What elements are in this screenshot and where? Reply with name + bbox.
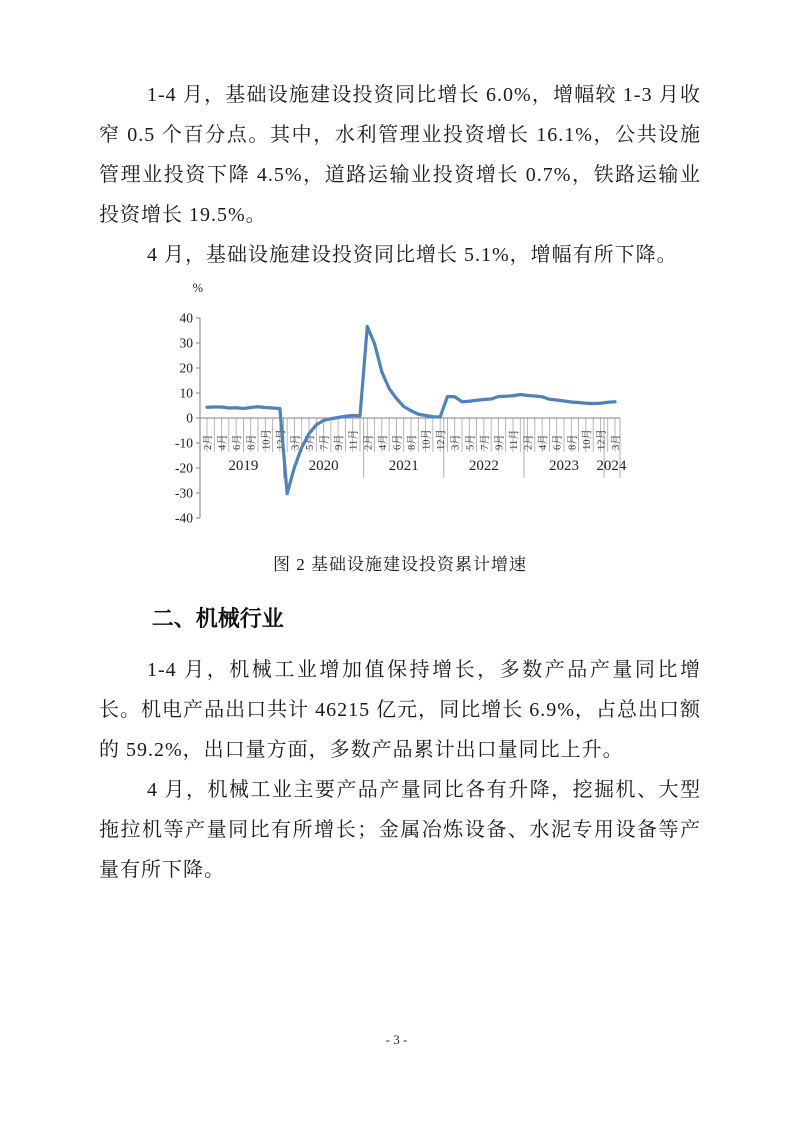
svg-text:9月: 9月 <box>334 434 346 450</box>
svg-text:8月: 8月 <box>567 434 579 450</box>
svg-text:2020: 2020 <box>308 458 339 474</box>
svg-text:4月: 4月 <box>217 434 229 450</box>
svg-text:-30: -30 <box>175 485 193 501</box>
paragraph-infrastructure-april: 4 月，基础设施建设投资同比增长 5.1%，增幅有所下降。 <box>147 244 678 266</box>
svg-text:9月: 9月 <box>494 434 506 450</box>
section-heading-machinery: 二、机械行业 <box>151 606 284 631</box>
paragraph-infrastructure-cumulative: 1-4 月，基础设施建设投资同比增长 6.0%，增幅较 1-3 月收窄 0.5 个百分点。其中，水利管理业投资增长 16.1%，公共设施管理业投资下降 4.5%，道路运输业投资增长 0.7%，铁路运输业投资增长 19.5%。 <box>99 84 701 226</box>
svg-text:10: 10 <box>179 385 193 401</box>
page-number: - 3 - <box>385 1032 408 1047</box>
svg-text:2021: 2021 <box>388 458 419 474</box>
paragraph-machinery-cumulative: 1-4 月，机械工业增加值保持增长，多数产品产量同比增长。机电产品出口共计 46215 亿元，同比增长 6.9%，占总出口额的 59.2%，出口量方面，多数产品累计出口量同比上升。 <box>99 659 701 761</box>
svg-text:10月: 10月 <box>261 429 273 450</box>
svg-text:3月: 3月 <box>290 434 302 450</box>
svg-text:-40: -40 <box>175 510 193 526</box>
svg-text:10月: 10月 <box>421 429 433 450</box>
svg-text:2月: 2月 <box>523 434 535 450</box>
svg-text:%: % <box>192 281 203 295</box>
svg-text:5月: 5月 <box>305 434 316 450</box>
svg-text:7月: 7月 <box>479 434 491 450</box>
svg-text:-20: -20 <box>175 460 193 476</box>
svg-text:4月: 4月 <box>538 434 550 450</box>
svg-text:3月: 3月 <box>450 434 462 450</box>
svg-text:8月: 8月 <box>407 434 418 450</box>
svg-text:6月: 6月 <box>232 434 244 450</box>
svg-text:3月: 3月 <box>611 434 622 450</box>
svg-text:12月: 12月 <box>436 429 448 450</box>
svg-text:6月: 6月 <box>392 434 404 450</box>
svg-text:5月: 5月 <box>465 434 477 450</box>
figure-2-chart-container <box>155 278 655 548</box>
svg-text:2月: 2月 <box>203 434 214 450</box>
svg-text:12月: 12月 <box>275 429 287 450</box>
svg-text:20: 20 <box>179 360 193 376</box>
svg-text:2022: 2022 <box>468 458 499 474</box>
infrastructure-growth-line-chart <box>155 278 655 548</box>
svg-text:4月: 4月 <box>377 434 389 450</box>
svg-text:6月: 6月 <box>552 434 564 450</box>
svg-text:2023: 2023 <box>549 458 579 474</box>
figure-caption: 图 2 基础设施建设投资累计增速 <box>273 555 527 574</box>
svg-text:30: 30 <box>179 335 193 351</box>
svg-text:7月: 7月 <box>319 434 331 450</box>
svg-text:11月: 11月 <box>348 429 360 450</box>
svg-text:-10: -10 <box>175 435 193 451</box>
svg-text:40: 40 <box>179 310 193 326</box>
svg-text:12月: 12月 <box>596 429 608 450</box>
svg-text:2019: 2019 <box>228 458 259 474</box>
paragraph-machinery-april: 4 月，机械工业主要产品产量同比各有升降，挖掘机、大型拖拉机等产量同比有所增长；金属冶炼设备、水泥专用设备等产量有所下降。 <box>99 779 701 881</box>
svg-text:0: 0 <box>186 410 193 426</box>
svg-text:2024: 2024 <box>596 458 627 474</box>
svg-text:2月: 2月 <box>363 434 375 450</box>
svg-text:8月: 8月 <box>246 434 258 450</box>
svg-text:11月: 11月 <box>509 429 520 450</box>
svg-text:10月: 10月 <box>581 429 593 450</box>
